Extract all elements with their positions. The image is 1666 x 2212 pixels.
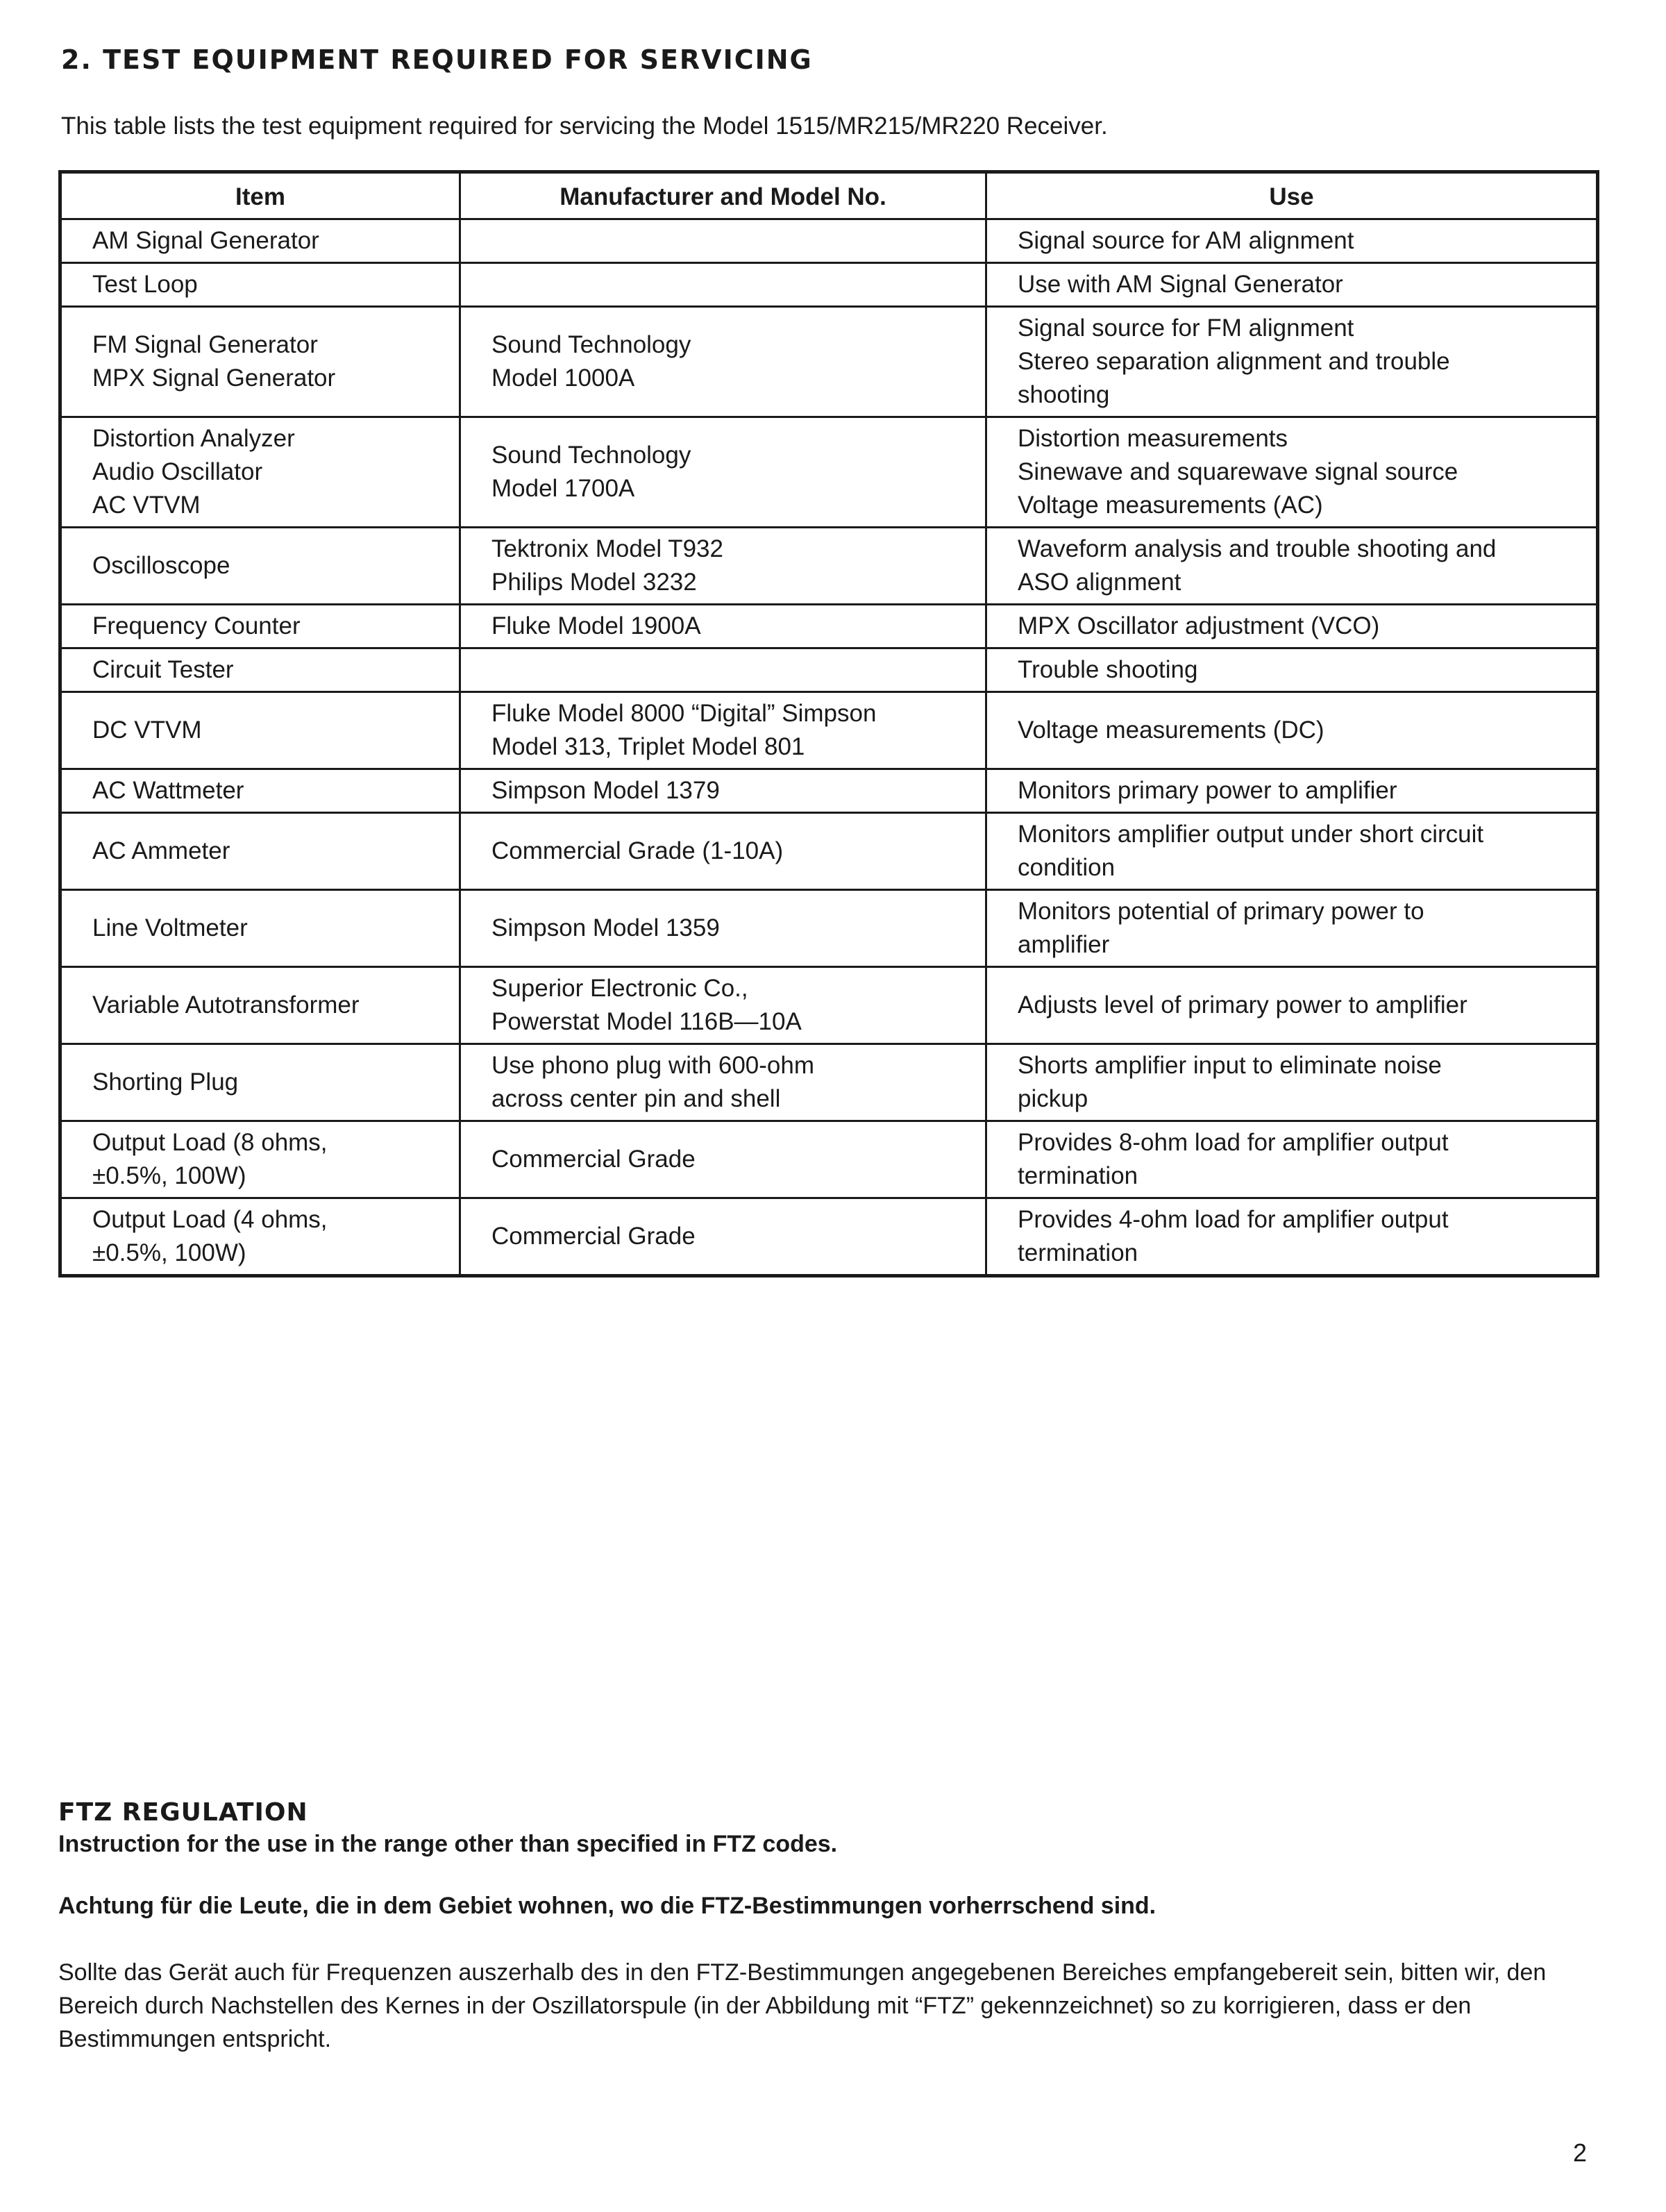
ftz-body-text: Sollte das Gerät auch für Frequenzen auszerhalb des in den FTZ-Bestimmungen angegebenen Bereiches empfangebereit sein, bitten wir, den Bereich durch Nachstellen des Kernes in der Oszillatorspule (in der Abbildung mit “FTZ” gekennzeichnet) so zu korrigieren, dass er den Bestimmungen entspricht. [58, 1959, 1547, 2052]
table-row [60, 605, 1598, 648]
table-row [60, 769, 1598, 813]
cell-item: Output Load (4 ohms, ±0.5%, 100W) [60, 1198, 460, 1276]
cell-use: Distortion measurements Sinewave and squarewave signal source Voltage measurements (AC) [986, 417, 1598, 528]
table-row [60, 307, 1598, 417]
cell-manufacturer [460, 219, 986, 263]
cell-use: Trouble shooting [986, 648, 1598, 692]
table-row [60, 263, 1598, 307]
cell-item: AC Ammeter [60, 813, 460, 890]
cell-use: Monitors potential of primary power to amplifier [986, 890, 1598, 967]
cell-item: DC VTVM [60, 692, 460, 769]
cell-item: Oscilloscope [60, 528, 460, 605]
cell-manufacturer: Use phono plug with 600-ohm across center pin and shell [460, 1044, 986, 1121]
cell-manufacturer: Tektronix Model T932 Philips Model 3232 [460, 528, 986, 605]
table-row [60, 219, 1598, 263]
equipment-table [58, 170, 1599, 1277]
cell-use: Waveform analysis and trouble shooting and ASO alignment [986, 528, 1598, 605]
header-manufacturer: Manufacturer and Model No. [460, 172, 986, 219]
cell-use: Shorts amplifier input to eliminate noise pickup [986, 1044, 1598, 1121]
table-row [60, 1121, 1598, 1198]
cell-item: FM Signal Generator MPX Signal Generator [60, 307, 460, 417]
section-heading: 2. TEST EQUIPMENT REQUIRED FOR SERVICING [61, 44, 813, 75]
cell-item: AC Wattmeter [60, 769, 460, 813]
cell-use: Voltage measurements (DC) [986, 692, 1598, 769]
cell-use: Monitors primary power to amplifier [986, 769, 1598, 813]
cell-manufacturer: Fluke Model 8000 “Digital” Simpson Model 313, Triplet Model 801 [460, 692, 986, 769]
cell-manufacturer: Sound Technology Model 1000A [460, 307, 986, 417]
cell-use: Provides 4-ohm load for amplifier output termination [986, 1198, 1598, 1276]
cell-item: Frequency Counter [60, 605, 460, 648]
table-row [60, 648, 1598, 692]
cell-item: AM Signal Generator [60, 219, 460, 263]
table-row [60, 967, 1598, 1044]
ftz-regulation-section [58, 1798, 1606, 2056]
ftz-instruction: Instruction for the use in the range other than specified in FTZ codes. [58, 1831, 838, 1857]
table-row [60, 692, 1598, 769]
ftz-title: FTZ REGULATION [58, 1798, 308, 1827]
cell-use: Monitors amplifier output under short circuit condition [986, 813, 1598, 890]
cell-manufacturer: Superior Electronic Co., Powerstat Model 116B—10A [460, 967, 986, 1044]
cell-use: Provides 8-ohm load for amplifier output termination [986, 1121, 1598, 1198]
cell-item: Output Load (8 ohms, ±0.5%, 100W) [60, 1121, 460, 1198]
table-row [60, 417, 1598, 528]
cell-manufacturer: Commercial Grade [460, 1121, 986, 1198]
cell-manufacturer: Fluke Model 1900A [460, 605, 986, 648]
cell-manufacturer: Simpson Model 1379 [460, 769, 986, 813]
ftz-warning: Achtung für die Leute, die in dem Gebiet wohnen, wo die FTZ-Bestimmungen vorherrschend sind. [58, 1893, 1156, 1919]
header-use: Use [986, 172, 1598, 219]
cell-manufacturer: Simpson Model 1359 [460, 890, 986, 967]
cell-use: MPX Oscillator adjustment (VCO) [986, 605, 1598, 648]
table-row [60, 890, 1598, 967]
cell-item: Line Voltmeter [60, 890, 460, 967]
table-row [60, 1198, 1598, 1276]
cell-manufacturer [460, 648, 986, 692]
cell-use: Use with AM Signal Generator [986, 263, 1598, 307]
cell-manufacturer: Commercial Grade (1-10A) [460, 813, 986, 890]
table-row [60, 813, 1598, 890]
cell-manufacturer: Commercial Grade [460, 1198, 986, 1276]
cell-item: Shorting Plug [60, 1044, 460, 1121]
table-header-row [60, 172, 1598, 219]
cell-use: Signal source for AM alignment [986, 219, 1598, 263]
cell-item: Test Loop [60, 263, 460, 307]
cell-use: Adjusts level of primary power to amplifier [986, 967, 1598, 1044]
cell-item: Circuit Tester [60, 648, 460, 692]
table-row [60, 528, 1598, 605]
page-number: 2 [1573, 2138, 1588, 2167]
cell-manufacturer [460, 263, 986, 307]
cell-use: Signal source for FM alignment Stereo separation alignment and trouble shooting [986, 307, 1598, 417]
cell-manufacturer: Sound Technology Model 1700A [460, 417, 986, 528]
intro-text: This table lists the test equipment required for servicing the Model 1515/MR215/MR220 Receiver. [61, 112, 1108, 140]
cell-item: Variable Autotransformer [60, 967, 460, 1044]
cell-item: Distortion Analyzer Audio Oscillator AC VTVM [60, 417, 460, 528]
table-row [60, 1044, 1598, 1121]
header-item: Item [60, 172, 460, 219]
